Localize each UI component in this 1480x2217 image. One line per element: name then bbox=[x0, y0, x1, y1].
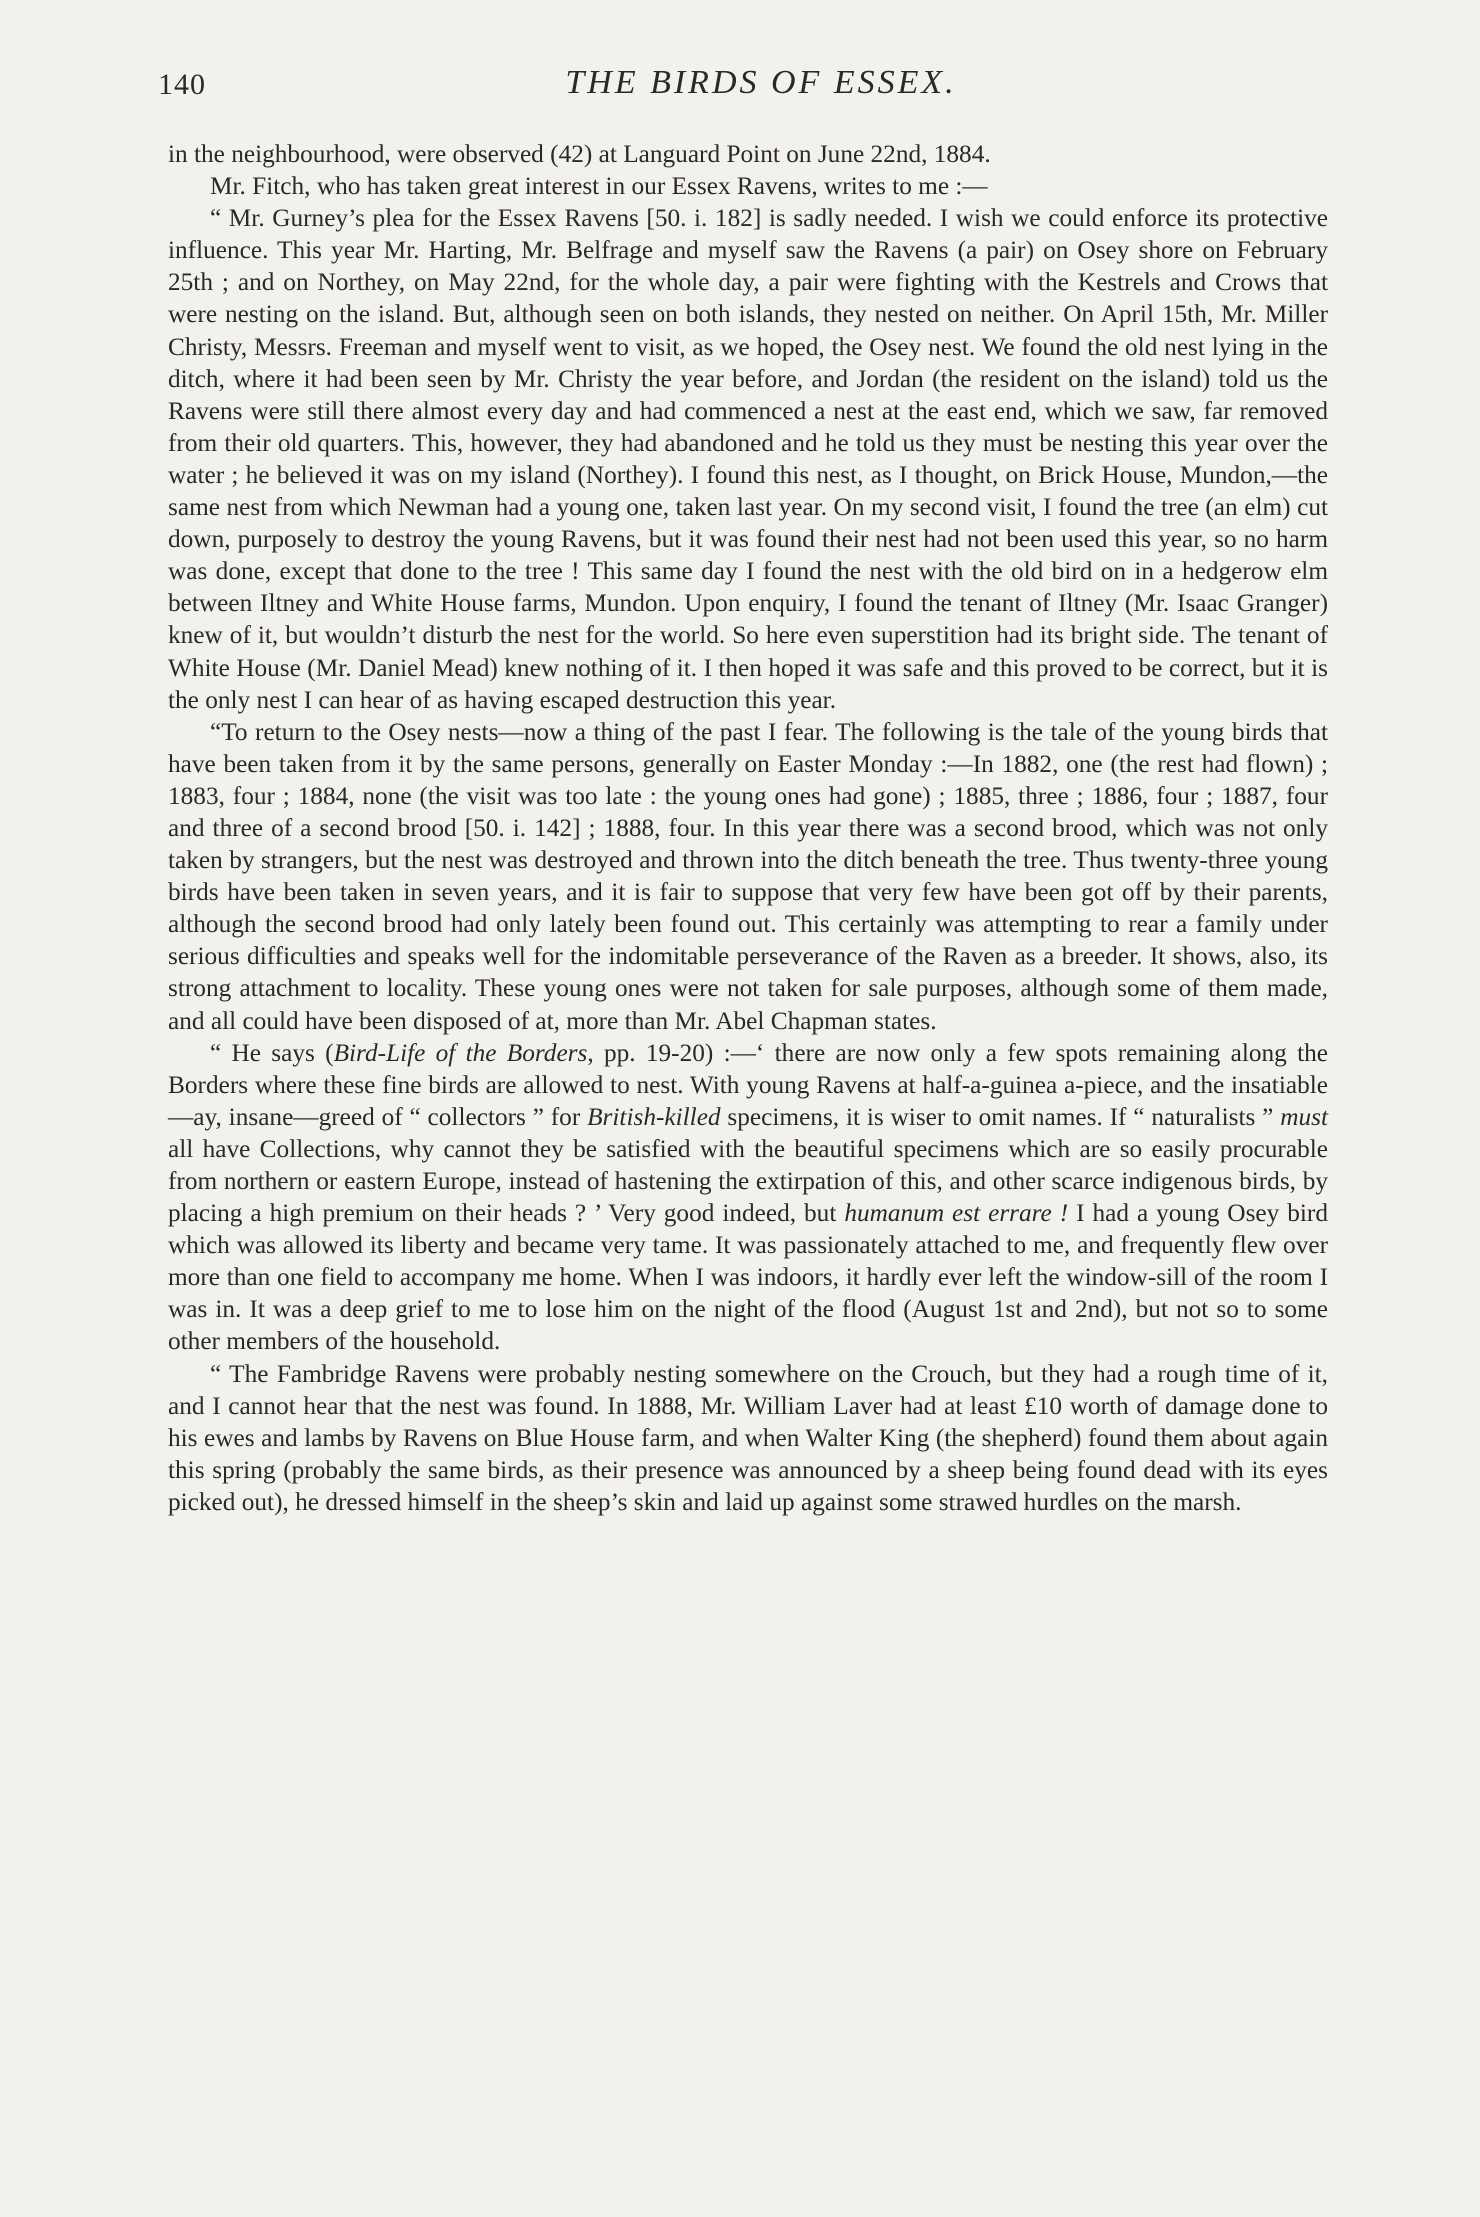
page-number: 140 bbox=[158, 68, 206, 101]
paragraph bbox=[168, 202, 1328, 716]
running-title: THE BIRDS OF ESSEX. bbox=[565, 64, 957, 101]
paragraph-text: Mr. Fitch, who has taken great interest in our Essex Ravens, writes to me :— bbox=[210, 172, 988, 201]
paragraph-text: “ He says ( bbox=[210, 1038, 334, 1067]
italic-text: humanum est errare ! bbox=[844, 1199, 1069, 1228]
paragraph bbox=[168, 170, 1328, 202]
paragraph-text: , pp. 19-20) :—‘ there are now only a few spots remaining along the Borders where these fine birds are allowed to nest. With young Ravens at half-a-guinea a-piece, and the insatiable—ay, insane—greed of “ collectors ” for bbox=[168, 1038, 1328, 1131]
italic-text: Bird-Life of the Borders bbox=[333, 1038, 588, 1067]
paragraph-text: I had a young Osey bird which was allowed its liberty and became very tame. It was passionately attached to me, and frequently flew over more than one field to accompany me home. When I was indoors, it hardly ever left the window-sill of the room I was in. It was a deep grief to me to lose him on the night of the flood (August 1st and 2nd), but not so to some other members of the household. bbox=[168, 1199, 1328, 1356]
italic-text: British-killed bbox=[587, 1102, 721, 1131]
paragraph bbox=[168, 138, 1328, 170]
paragraph-text: “ Mr. Gurney’s plea for the Essex Ravens [50. i. 182] is sadly needed. I wish we could enforce its protective influence. This year Mr. Harting, Mr. Belfrage and myself saw the Ravens (a pair) on Osey shore on February 25th ; and on Northey, on May 22nd, for the whole day, a pair were fighting with the Kestrels and Crows that were nesting on the island. But, although seen on both islands, they nested on neither. On April 15th, Mr. Miller Christy, Messrs. Freeman and myself went to visit, as we hoped, the Osey nest. We found the old nest lying in the ditch, where it had been seen by Mr. Christy the year before, and Jordan (the resident on the island) told us the Ravens were still there almost every day and had commenced a nest at the east end, which we saw, far removed from their old quarters. This, however, they had abandoned and he told us they must be nesting this year over the water ; he believed it was on my island (Northey). I found this nest, as I thought, on Brick House, Mundon,—the same nest from which Newman had a young one, taken last year. On my second visit, I found the tree (an elm) cut down, purposely to destroy the young Ravens, but it was found their nest had not been used this year, so no harm was done, except that done to the tree ! This same day I found the nest with the old bird on in a hedgerow elm between Iltney and White House farms, Mundon. Upon enquiry, I found the tenant of Iltney (Mr. Isaac Granger) knew of it, but wouldn’t disturb the nest for the world. So here even superstition had its bright side. The tenant of White House (Mr. Daniel Mead) knew nothing of it. I then hoped it was safe and this proved to be correct, but it is the only nest I can hear of as having escaped destruction this year. bbox=[168, 204, 1328, 714]
body-text bbox=[168, 138, 1328, 1518]
paragraph-text: in the neighbourhood, were observed (42) at Languard Point on June 22nd, 1884. bbox=[168, 140, 991, 168]
paragraph-text: “To return to the Osey nests—now a thing of the past I fear. The following is the tale of the young birds that have been taken from it by the same persons, generally on Easter Monday :—In 1882, one (the rest had flown) ; 1883, four ; 1884, none (the visit was too late : the young ones had gone) ; 1885, three ; 1886, four ; 1887, four and three of a second brood [50. i. 142] ; 1888, four. In this year there was a second brood, which was not only taken by strangers, but the nest was destroyed and thrown into the ditch beneath the tree. Thus twenty-three young birds have been taken in seven years, and it is fair to suppose that very few have been got off by their parents, although the second brood had only lately been found out. This certainly was attempting to rear a family under serious difficulties and speaks well for the indomitable perseverance of the Raven as a breeder. It shows, also, its strong attachment to locality. These young ones were not taken for sale purposes, although some of them made, and all could have been disposed of at, more than Mr. Abel Chapman states. bbox=[168, 717, 1328, 1035]
paragraph-text: specimens, it is wiser to omit names. If “ naturalists ” bbox=[720, 1102, 1281, 1131]
paragraph bbox=[168, 1037, 1328, 1358]
italic-text: must bbox=[1280, 1102, 1328, 1131]
paragraph-text: “ The Fambridge Ravens were probably nesting somewhere on the Crouch, but they had a rough time of it, and I cannot hear that the nest was found. In 1888, Mr. William Laver had at least £10 worth of damage done to his ewes and lambs by Ravens on Blue House farm, and when Walter King (the shepherd) found them about again this spring (probably the same birds, as their presence was announced by a sheep being found dead with its eyes picked out), he dressed himself in the sheep’s skin and laid up against some strawed hurdles on the marsh. bbox=[168, 1359, 1328, 1516]
paragraph bbox=[168, 716, 1328, 1037]
paragraph bbox=[168, 1358, 1328, 1518]
paragraph-text: all have Collections, why cannot they be satisfied with the beautiful specimens which are so easily procurable from northern or eastern Europe, instead of hastening the extirpation of this, and other scarce indigenous birds, by placing a high premium on their heads ? ’ Very good indeed, but bbox=[168, 1134, 1328, 1228]
page-header bbox=[158, 62, 1324, 122]
